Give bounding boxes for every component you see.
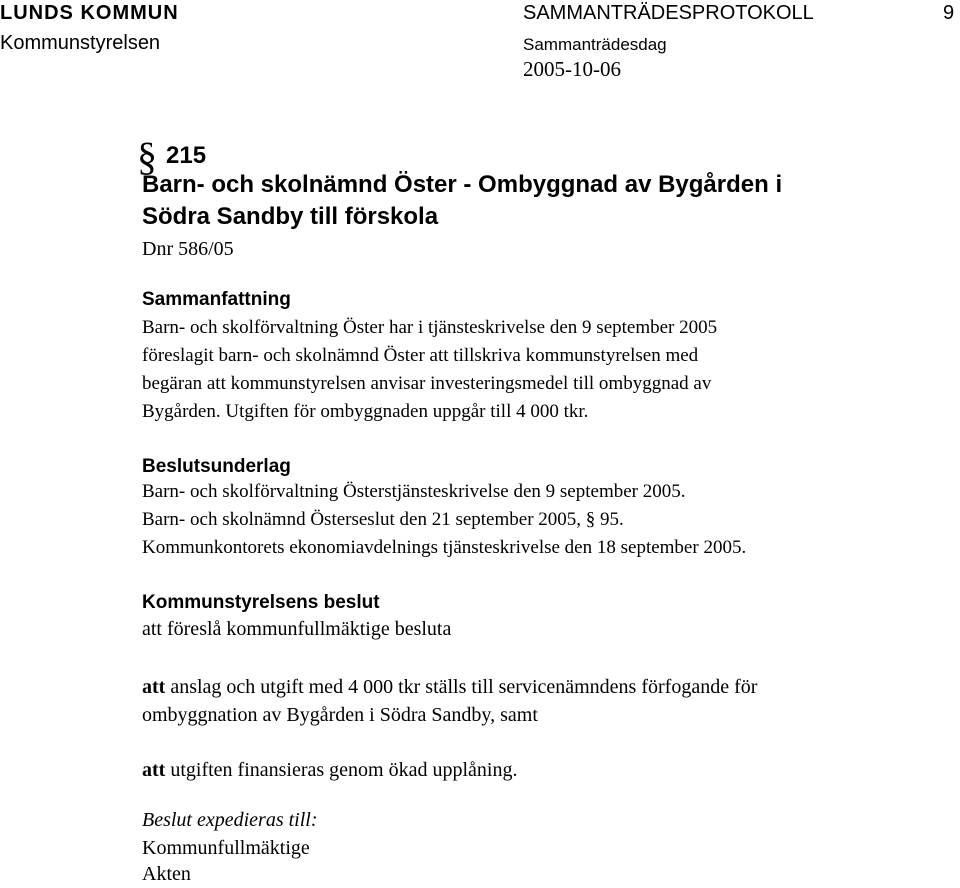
item-number: 215 — [166, 142, 207, 169]
decision-heading: Kommunstyrelsens beslut — [142, 592, 380, 613]
section-symbol: § — [137, 134, 157, 179]
basis-line2-text: Barn- och skolnämnd Österseslut den 21 september 2005, — [142, 509, 582, 530]
recipient: Akten — [142, 863, 191, 885]
summary-line: föreslagit barn- och skolnämnd Öster att tillskriva kommunstyrelsen med — [142, 345, 699, 366]
basis-line: Barn- och skolförvaltning Österstjänsteskrivelse den 9 september 2005. — [142, 481, 686, 502]
basis-heading: Beslutsunderlag — [142, 456, 291, 477]
att-1-text: anslag och utgift med 4 000 tkr ställs till servicenämndens förfogande för — [165, 676, 758, 698]
basis-line2-number: 95. — [600, 509, 624, 530]
header-date: 2005-10-06 — [523, 57, 621, 81]
item-title-line1: Barn- och skolnämnd Öster - Ombyggnad av Bygården i — [142, 171, 783, 198]
summary-line: begäran att kommunstyrelsen anvisar investeringsmedel till ombyggnad av — [142, 373, 712, 394]
basis-line — [142, 506, 624, 534]
dnr: Dnr 586/05 — [142, 238, 234, 260]
att-keyword: att — [142, 676, 166, 698]
section-symbol: § — [585, 509, 596, 530]
att-2-text: utgiften finansieras genom ökad upplåning. — [165, 759, 518, 781]
header-org: LUNDS KOMMUN — [0, 2, 179, 24]
summary-line: Barn- och skolförvaltning Öster har i tjänsteskrivelse den 9 september 2005 — [142, 317, 718, 338]
recipient: Kommunfullmäktige — [142, 837, 310, 859]
decision-intro: att föreslå kommunfullmäktige besluta — [142, 618, 452, 640]
decision-att-1-cont: ombyggnation av Bygården i Södra Sandby, samt — [142, 704, 538, 726]
summary-line: Bygården. Utgiften för ombyggnaden uppgår till 4 000 tkr. — [142, 401, 589, 422]
decision-att-1 — [142, 673, 757, 701]
header-body: Kommunstyrelsen — [0, 32, 161, 54]
basis-line: Kommunkontorets ekonomiavdelnings tjänsteskrivelse den 18 september 2005. — [142, 537, 747, 558]
header-doc-type: SAMMANTRÄDESPROTOKOLL — [523, 2, 814, 24]
att-keyword: att — [142, 759, 166, 781]
item-title-line2: Södra Sandby till förskola — [142, 203, 439, 230]
summary-heading: Sammanfattning — [142, 289, 291, 310]
decision-att-2 — [142, 756, 517, 784]
header-date-label: Sammanträdesdag — [523, 35, 667, 54]
distribution-heading: Beslut expedieras till: — [142, 809, 318, 831]
page-number: 9 — [943, 2, 955, 24]
